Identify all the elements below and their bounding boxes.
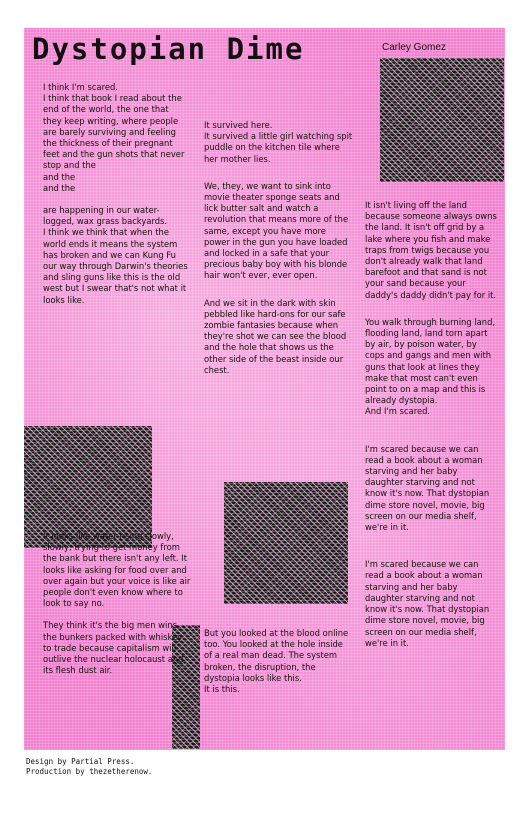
column-1-top [43,82,189,306]
paragraph: I think I'm scared. I think that book I read about the end of the world, the one that they keep writing, where people are barely surviving and feeling the thickness of their pregnant feet and the gun shots that never stop and the and the and the [43,82,185,193]
paragraph: I'm scared because we can read a book about a woman starving and her baby daughter starving and not know it's now. That dystopian dime store novel, movie, big screen on our media shelf, we're in it. [365,559,490,648]
paragraph: It survived here. It survived a little girl watching spit puddle on the kitchen tile where her mother lies. [204,120,353,164]
noise-image-center [224,482,348,604]
paragraph: It looks like water rising slowly, slowly, trying to get money from the bank but there isn't any left. It looks like asking for food over and over again but your voice is like air people don't even know where to look to say no. [43,531,191,609]
credit-design: Design by Partial Press. [26,757,135,766]
noise-image-left [24,426,152,548]
paragraph: And we sit in the dark with skin pebbled like hard-ons for our safe zombie fantasies because when they're shot we can see the blood and the hole that shows us the other side of the beast inside our chest. [204,297,347,375]
paragraph: But you looked at the blood online too. You looked at the hole inside of a real man dead. The system broken, the disruption, the dystopia looks like this. It is this. [204,628,349,695]
column-1-bottom [43,531,191,676]
credit-production: Production by thezetherenow. [26,767,153,776]
paragraph: It isn't living off the land because someone always owns the land. It isn't off grid by a lake where you fish and make traps from twigs because you don't already walk that land barefoot and that sand is not your sand because your daddy's daddy didn't pay for it. [365,200,497,300]
noise-image-top-right [380,58,504,182]
paragraph: I'm scared because we can read a book about a woman starving and her baby daughter starving and not know it's now. That dystopian dime store novel, movie, big screen on our media shelf, we're in it. [365,443,490,533]
paragraph: are happening in our water-logged, wax grass backyards. I think we think that when the world ends it means the system has broken and we can Kung Fu our way through Darwin's theories and sling guns like this is the old west but I swear that's not what it looks like. [43,205,188,305]
poster [24,28,505,750]
poster-title: Dystopian Dime [32,32,305,66]
paragraph: They think it's the big men wins, the bunkers packed with whiskey to trade because capitalism will outlive the nuclear holocaust and its flesh dust air. [43,620,184,676]
author-name: Carley Gomez [382,42,446,53]
paragraph: You walk through burning land, flooding land, land torn apart by air, by poison water, by cops and gangs and men with guns that look at lines they make that most can't even point to on a map and this is already dystopia. And I'm scared. [365,316,496,417]
credits [26,757,152,777]
paragraph: We, they, we want to sink into movie theater sponge seats and lick butter salt and watch a revolution that means more of the same, except you have more power in the gun you have loaded and locked in a safe that your precious baby boy with his blonde hair won't ever, ever open. [204,180,349,281]
column-2-top [204,120,354,376]
column-2-bottom [204,628,350,695]
column-3 [365,200,497,649]
